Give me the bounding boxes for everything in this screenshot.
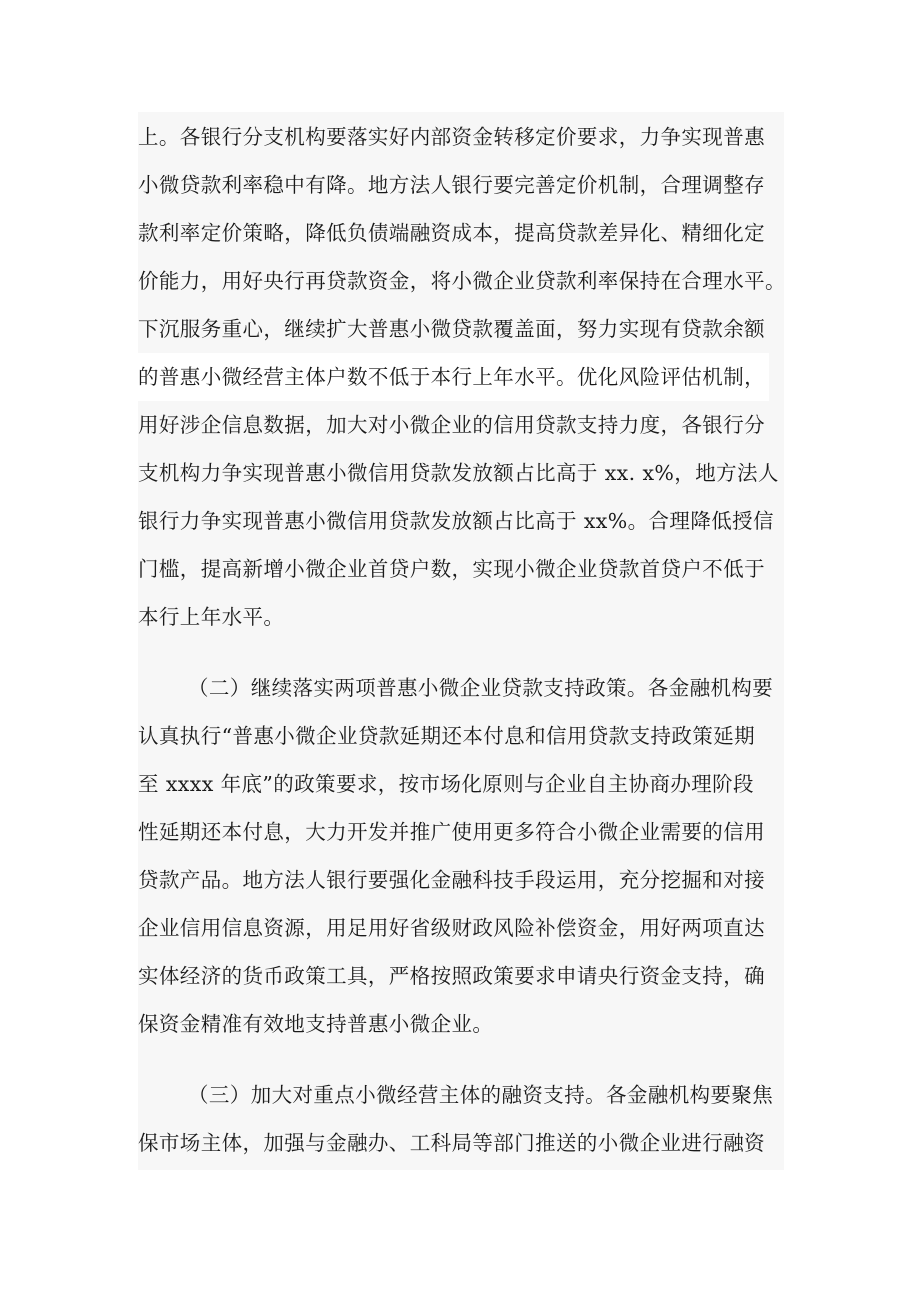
- paragraph-1-line-5: 下沉服务重心，继续扩大普惠小微贷款覆盖面，努力实现有贷款余额: [138, 317, 765, 341]
- paragraph-1-line-10: 门槛，提高新增小微企业首贷户数，实现小微企业贷款首贷户不低于: [138, 557, 765, 581]
- paragraph-2-line-1: （二）继续落实两项普惠小微企业贷款支持政策。各金融机构要: [188, 676, 774, 700]
- paragraph-1-line-7: 用好涉企信息数据，加大对小微企业的信用贷款支持力度，各银行分: [138, 413, 765, 437]
- paragraph-2-line-6: 企业信用信息资源，用足用好省级财政风险补偿资金，用好两项直达: [138, 916, 765, 940]
- paragraph-2-line-7: 实体经济的货币政策工具，严格按照政策要求申请央行资金支持，确: [138, 964, 765, 988]
- paragraph-2-line-2: 认真执行“普惠小微企业贷款延期还本付息和信用贷款支持政策延期: [138, 724, 755, 748]
- paragraph-2-line-3: 至 xxxx 年底”的政策要求，按市场化原则与企业自主协商办理阶段: [138, 772, 754, 796]
- paragraph-1-line-3: 款利率定价策略，降低负债端融资成本，提高贷款差异化、精细化定: [138, 221, 765, 245]
- paragraph-1-line-9: 银行力争实现普惠小微信用贷款发放额占比高于 xx%。合理降低授信: [138, 509, 774, 533]
- paragraph-1-line-8: 支机构力争实现普惠小微信用贷款发放额占比高于 xx. x%，地方法人: [138, 461, 779, 485]
- paragraph-2-line-8: 保资金精准有效地支持普惠小微企业。: [138, 1012, 494, 1036]
- paragraph-2-line-4: 性延期还本付息，大力开发并推广使用更多符合小微企业需要的信用: [138, 820, 765, 844]
- paragraph-1-line-6: 的普惠小微经营主体户数不低于本行上年水平。优化风险评估机制，: [138, 353, 769, 401]
- paragraph-1-line-2: 小微贷款利率稳中有降。地方法人银行要完善定价机制，合理调整存: [138, 173, 765, 197]
- paragraph-2-line-5: 贷款产品。地方法人银行要强化金融科技手段运用，充分挖掘和对接: [138, 868, 765, 892]
- paragraph-3-line-2: 保市场主体，加强与金融办、工科局等部门推送的小微企业进行融资: [138, 1131, 765, 1155]
- paragraph-1-line-1: 上。各银行分支机构要落实好内部资金转移定价要求，力争实现普惠: [138, 125, 765, 149]
- paragraph-1-line-4: 价能力，用好央行再贷款资金，将小微企业贷款利率保持在合理水平。: [138, 269, 786, 293]
- paragraph-3-line-1: （三）加大对重点小微经营主体的融资支持。各金融机构要聚焦: [188, 1083, 774, 1107]
- paragraph-1-line-11: 本行上年水平。: [138, 605, 285, 629]
